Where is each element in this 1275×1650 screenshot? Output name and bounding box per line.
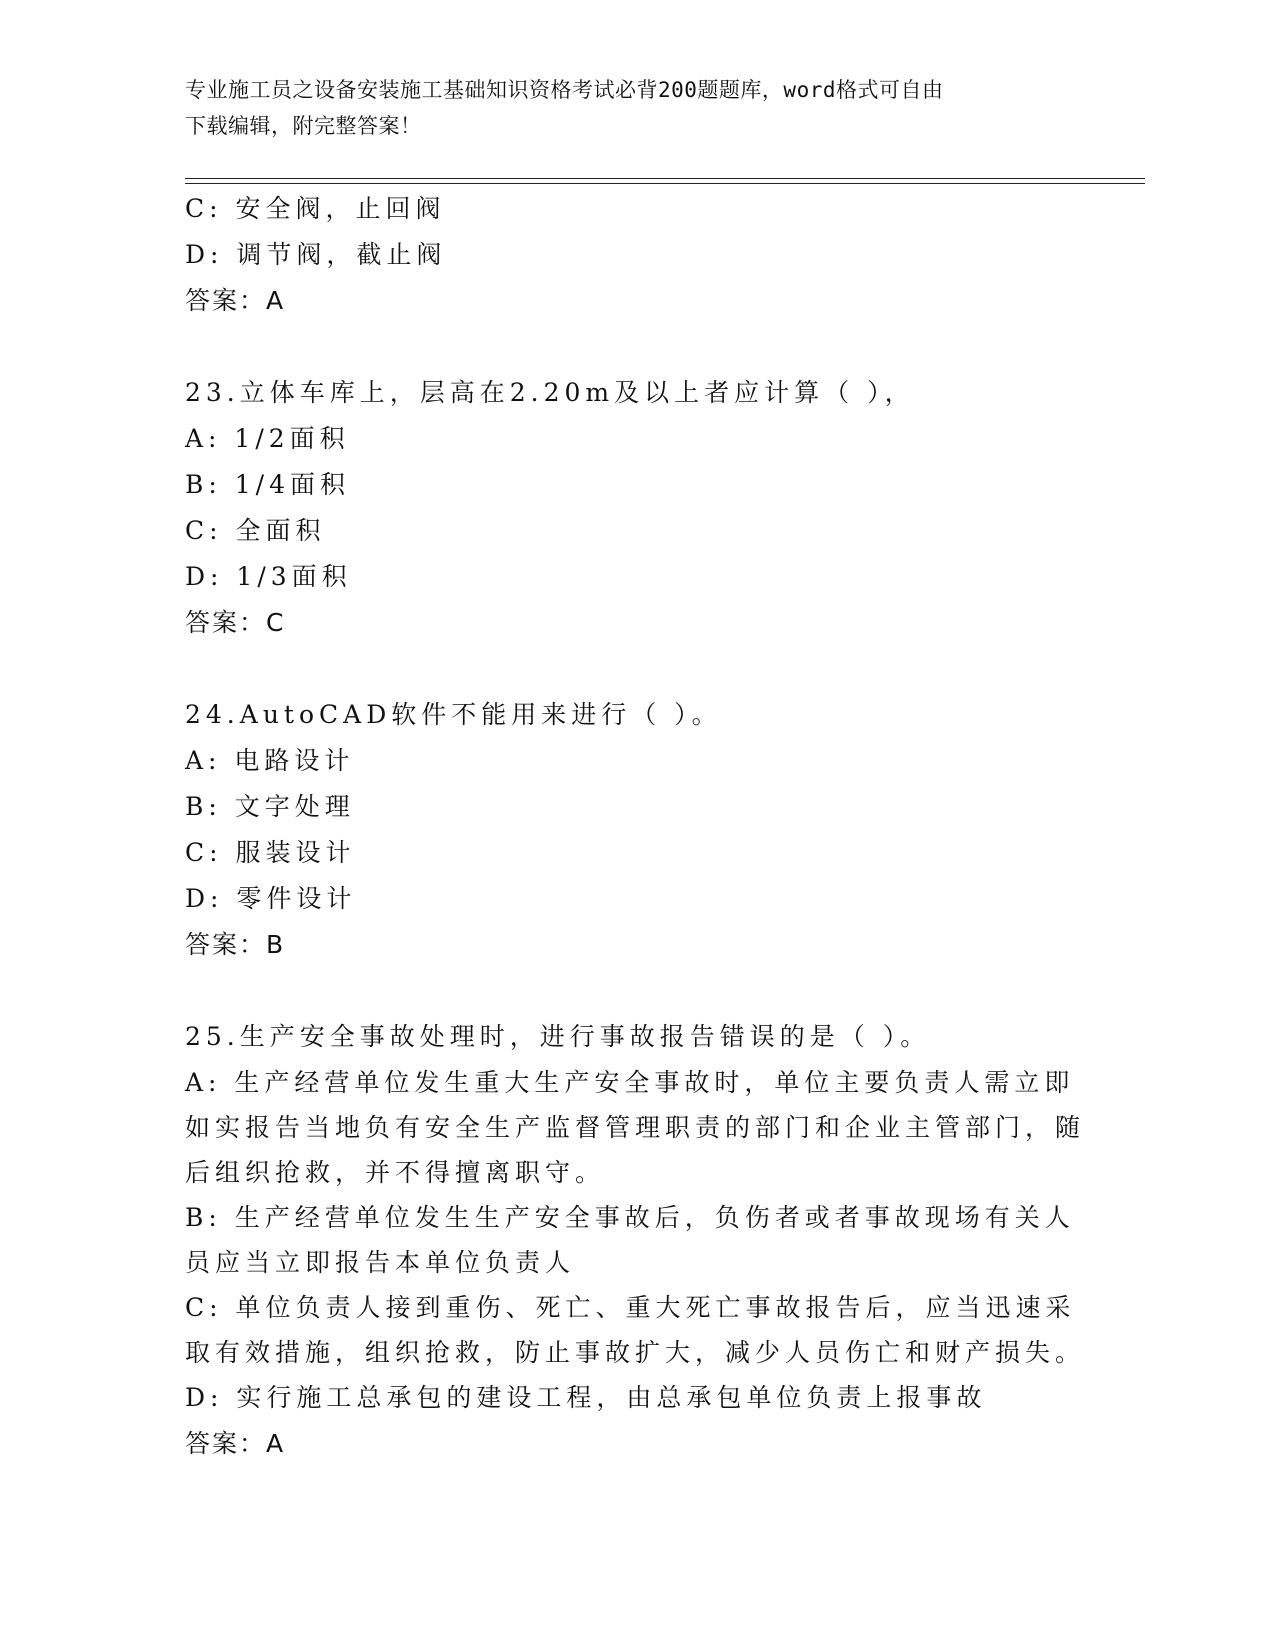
question-stem: 23.立体车库上，层高在2.20m及以上者应计算（ ）， <box>185 378 915 407</box>
answer-line: 答案：A <box>185 1429 286 1458</box>
header-line-1: 专业施工员之设备安装施工基础知识资格考试必背200题题库，word格式可自由 <box>185 78 944 102</box>
question-24 <box>185 692 1085 968</box>
answer-line: 答案：C <box>185 608 286 637</box>
header-divider-top <box>185 178 1145 179</box>
question-list <box>185 186 1085 1467</box>
option-b: B: 文字处理 <box>185 792 355 821</box>
option-c: C: 安全阀，止回阀 <box>185 194 446 223</box>
header-line-2: 下载编辑，附完整答案！ <box>185 114 422 138</box>
option-d: D: 调节阀，截止阀 <box>185 240 447 269</box>
option-d: D: 1/3面积 <box>185 562 352 591</box>
option-a: A: 生产经营单位发生重大生产安全事故时，单位主要负责人需立即如实报告当地负有安全生产监督管理职责的部门和企业主管部门，随后组织抢救，并不得擅离职守。 <box>185 1068 1086 1187</box>
answer-line: 答案：A <box>185 286 286 315</box>
question-stem: 24.AutoCAD软件不能用来进行（ ）。 <box>185 700 722 729</box>
spacer <box>185 968 1085 1014</box>
option-c: C: 全面积 <box>185 516 326 545</box>
spacer <box>185 324 1085 370</box>
spacer <box>185 646 1085 692</box>
option-d: D: 零件设计 <box>185 884 357 913</box>
option-d: D: 实行施工总承包的建设工程，由总承包单位负责上报事故 <box>185 1383 987 1412</box>
document-header <box>185 72 1085 144</box>
question-23 <box>185 370 1085 646</box>
option-c: C: 单位负责人接到重伤、死亡、重大死亡事故报告后，应当迅速采取有效措施，组织抢救，防止事故扩大，减少人员伤亡和财产损失。 <box>185 1293 1086 1367</box>
option-a: A: 1/2面积 <box>185 424 350 453</box>
option-b: B: 1/4面积 <box>185 470 350 499</box>
option-c: C: 服装设计 <box>185 838 356 867</box>
question-stem: 25.生产安全事故处理时，进行事故报告错误的是（ ）。 <box>185 1022 931 1051</box>
answer-line: 答案：B <box>185 930 286 959</box>
header-divider-bottom <box>185 183 1145 184</box>
question-22-tail <box>185 186 1085 324</box>
option-b: B: 生产经营单位发生生产安全事故后，负伤者或者事故现场有关人员应当立即报告本单位负责人 <box>185 1203 1075 1277</box>
option-a: A: 电路设计 <box>185 746 355 775</box>
question-25 <box>185 1014 1085 1467</box>
